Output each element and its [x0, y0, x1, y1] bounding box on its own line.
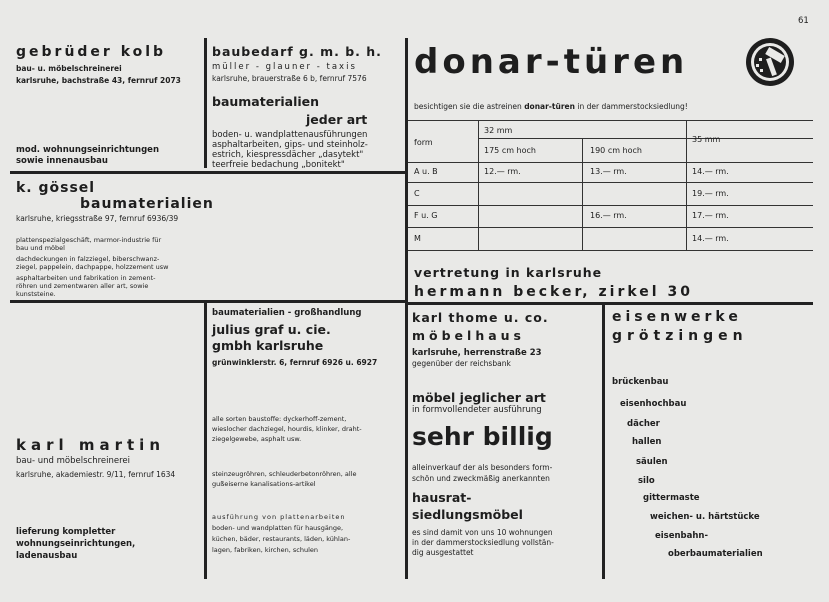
table-line — [582, 138, 583, 250]
baubedarf-body4: teerfreie bedachung „bonitekt" — [212, 160, 345, 170]
baubedarf-body2: asphaltarbeiten, gips- und steinholz- — [212, 140, 368, 150]
table-header-190: 190 cm hoch — [590, 146, 642, 155]
table-cell-form: F u. G — [414, 211, 438, 220]
donar-subtitle-bold: donar-türen — [524, 102, 575, 111]
baubedarf-head1: baumaterialien — [212, 94, 320, 109]
table-line — [408, 205, 813, 206]
goessel-text1: plattenspezialgeschäft, marmor-industrie für — [16, 236, 162, 244]
goessel-text5: asphaltarbeiten und fabrikation in zement- — [16, 274, 156, 282]
goessel-text2: bau und möbel — [16, 244, 65, 252]
thome-t3: es sind damit von uns 10 wohnungen — [412, 528, 553, 537]
table-line — [478, 120, 479, 250]
table-line — [686, 120, 687, 250]
table-cell-form: A u. B — [414, 167, 438, 176]
graf-p3c: küchen, bäder, restaurants, läden, kühlan- — [212, 535, 351, 543]
baubedarf-head2: jeder art — [306, 112, 368, 127]
baubedarf-name: baubedarf g. m. b. h. — [212, 44, 382, 59]
list-item: silo — [638, 476, 655, 486]
thome-address: karlsruhe, herrenstraße 23 — [412, 348, 542, 358]
table-cell: 14.— rm. — [692, 167, 729, 176]
eisenwerke-name1: eisenwerke — [612, 309, 742, 325]
divider-h-1 — [10, 171, 408, 174]
donar-subtitle-pre: besichtigen sie die astreinen — [414, 102, 522, 111]
graf-p2a: steinzeugröhren, schleuderbetonröhren, alle — [212, 470, 357, 478]
table-line — [408, 120, 813, 121]
goessel-text6: röhren und zementwaren aller art, sowie — [16, 282, 149, 290]
divider-h-3 — [405, 302, 813, 305]
thome-t5: dig ausgestattet — [412, 548, 474, 557]
graf-head: baumaterialien - großhandlung — [212, 308, 362, 318]
martin-line2: wohnungseinrichtungen, — [16, 539, 136, 549]
list-item: hallen — [632, 437, 662, 447]
thome-t1: alleinverkauf der als besonders form- — [412, 463, 553, 472]
goessel-name: k. gössel — [16, 180, 96, 196]
hammer-circle-icon — [744, 36, 796, 88]
list-item: gittermaste — [643, 493, 700, 503]
thome-h1: möbel jeglicher art — [412, 390, 546, 405]
thome-big: sehr billig — [412, 422, 553, 451]
table-header-32mm: 32 mm — [484, 126, 513, 135]
baubedarf-body3: estrich, kiespressdächer „dasytekt" — [212, 150, 364, 160]
donar-subtitle-post: in der dammerstocksiedlung! — [577, 102, 688, 111]
list-item: säulen — [636, 457, 668, 467]
list-item: eisenhochbau — [620, 399, 687, 409]
kolb-sub: bau- u. möbelschreinerei — [16, 64, 122, 73]
graf-p3d: lagen, fabriken, kirchen, schulen — [212, 546, 318, 554]
graf-p1c: ziegelgewebe, asphalt usw. — [212, 435, 302, 443]
table-cell: 12.— rm. — [484, 167, 521, 176]
table-line — [408, 250, 813, 251]
table-header-form: form — [414, 138, 433, 147]
list-item: dächer — [627, 419, 660, 429]
thome-name2: möbelhaus — [412, 328, 525, 343]
thome-h3: hausrat- — [412, 490, 472, 505]
graf-p3b: boden- und wandplatten für hausgänge, — [212, 524, 344, 532]
martin-line3: ladenausbau — [16, 551, 78, 561]
graf-p1b: wieslocher dachziegel, hourdis, klinker, draht- — [212, 425, 362, 433]
table-cell: 14.— rm. — [692, 234, 729, 243]
donar-becker: hermann becker, zirkel 30 — [414, 284, 693, 300]
table-cell-form: M — [414, 234, 421, 243]
goessel-text4: ziegel, pappelein, dachpappe, holzzement usw — [16, 263, 169, 271]
baubedarf-address: karlsruhe, brauerstraße 6 b, fernruf 7576 — [212, 74, 367, 83]
thome-h2: in formvollendeter ausführung — [412, 405, 542, 415]
thome-t2: schön und zweckmäßig anerkannten — [412, 474, 550, 483]
table-line — [408, 182, 813, 183]
list-item: eisenbahn- — [655, 531, 709, 541]
divider-v-1 — [204, 38, 207, 168]
donar-title: donar-türen — [414, 42, 689, 82]
eisenwerke-name2: grötzingen — [612, 328, 748, 344]
donar-vertretung: vertretung in karlsruhe — [414, 265, 603, 280]
baubedarf-sub: müller - glauner - taxis — [212, 62, 357, 72]
divider-h-2 — [10, 300, 408, 303]
thome-h4: siedlungsmöbel — [412, 507, 523, 522]
divider-v-4 — [602, 305, 605, 579]
graf-name1: julius graf u. cie. — [212, 322, 331, 337]
martin-address: karlsruhe, akademiestr. 9/11, fernruf 1634 — [16, 470, 176, 479]
goessel-address: karlsruhe, kriegsstraße 97, fernruf 6936/39 — [16, 214, 179, 223]
martin-line1: lieferung kompletter — [16, 527, 116, 537]
list-item: weichen- u. härtstücke — [650, 512, 760, 522]
goessel-text7: kunststeine. — [16, 290, 56, 298]
table-cell: 19.— rm. — [692, 189, 729, 198]
page-number: 61 — [798, 16, 809, 26]
goessel-text3: dachdeckungen in falzziegel, biberschwanz- — [16, 255, 160, 263]
goessel-head: baumaterialien — [80, 196, 214, 212]
table-line — [478, 138, 813, 139]
table-line — [408, 162, 813, 163]
table-header-35mm: 35 mm — [692, 135, 721, 144]
thome-t4: in der dammerstocksiedlung vollstän- — [412, 538, 554, 547]
divider-v-2 — [204, 303, 207, 579]
martin-sub: bau- und möbelschreinerei — [16, 456, 131, 466]
kolb-address: karlsruhe, bachstraße 43, fernruf 2073 — [16, 76, 181, 85]
graf-name2: gmbh karlsruhe — [212, 338, 324, 353]
list-item: brückenbau — [612, 377, 669, 387]
donar-subtitle — [414, 102, 688, 112]
kolb-line2: sowie innenausbau — [16, 156, 108, 166]
graf-p2b: gußeiserne kanalisations-artikel — [212, 480, 316, 488]
table-cell-form: C — [414, 189, 420, 198]
table-header-175: 175 cm hoch — [484, 146, 536, 155]
graf-p3a: ausführung von plattenarbeiten — [212, 513, 346, 521]
baubedarf-body1: boden- u. wandplattenausführungen — [212, 130, 368, 140]
thome-address2: gegenüber der reichsbank — [412, 359, 511, 368]
table-cell: 13.— rm. — [590, 167, 627, 176]
graf-address: grünwinklerstr. 6, fernruf 6926 u. 6927 — [212, 358, 378, 367]
martin-name: karl martin — [16, 436, 165, 454]
table-cell: 16.— rm. — [590, 211, 627, 220]
table-cell: 17.— rm. — [692, 211, 729, 220]
list-item: oberbaumaterialien — [668, 549, 763, 559]
table-line — [408, 227, 813, 228]
kolb-line1: mod. wohnungseinrichtungen — [16, 145, 160, 155]
kolb-name: gebrüder kolb — [16, 44, 167, 60]
graf-p1a: alle sorten baustoffe: dyckerhoff-zement, — [212, 415, 347, 423]
thome-name1: karl thome u. co. — [412, 310, 549, 325]
